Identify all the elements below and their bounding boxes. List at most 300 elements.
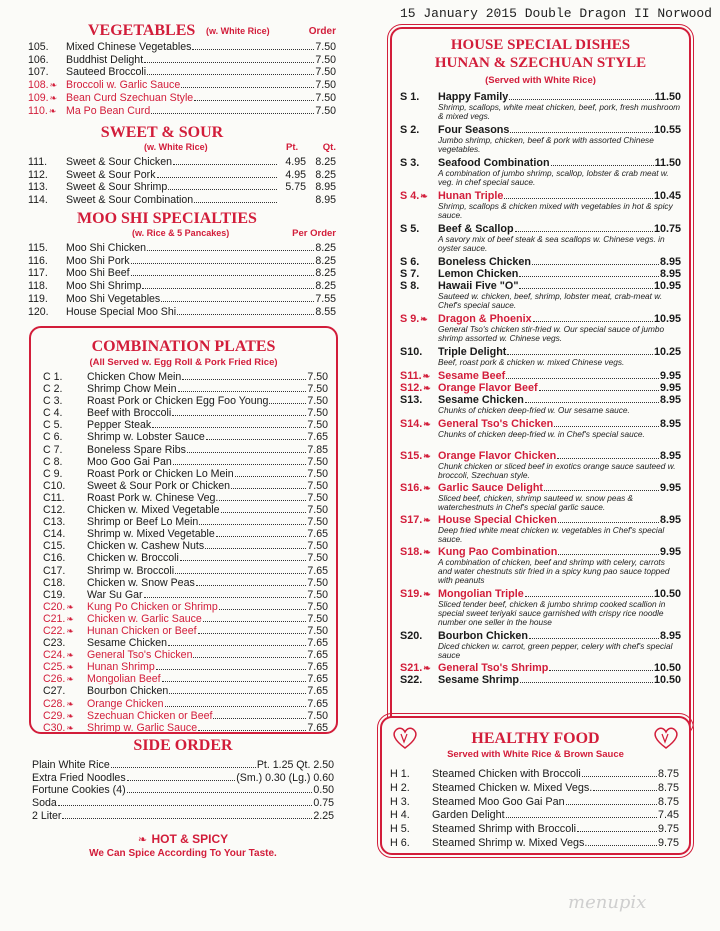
house-special-item [400, 190, 681, 220]
item-description: Beef, roast pork & chicken w. mixed Chinese vegs. [438, 357, 625, 367]
item-code: S 3. [400, 157, 420, 169]
item-name: General Tso's Shrimp [438, 662, 549, 674]
item-name: Pepper Steak [87, 419, 152, 432]
hot-pepper-icon: ❧ [66, 710, 74, 721]
moo-shi-col: Per Order [292, 228, 336, 239]
item-number: 111. [28, 156, 48, 168]
item-name: Mixed Chinese Vegetables [66, 41, 192, 53]
item-price: 7.45 [657, 809, 679, 822]
house-special-item [400, 256, 681, 268]
menu-item [28, 156, 336, 169]
item-number: C14. [43, 528, 66, 541]
combination-box [29, 326, 338, 734]
item-name: Steamed Chicken w. Mixed Vegs. [432, 781, 593, 794]
menu-item [43, 419, 328, 431]
menu-item [43, 685, 328, 697]
item-price: 7.50 [307, 467, 328, 480]
menu-item [28, 41, 336, 54]
item-price: 9.95 [659, 482, 681, 494]
leader-dots [582, 776, 657, 777]
item-price: 10.45 [653, 190, 681, 202]
item-name: Fortune Cookies (4) [32, 784, 126, 797]
item-number: 108.❧ [28, 79, 58, 92]
item-number: C21.❧ [43, 612, 74, 625]
leader-dots [157, 177, 278, 178]
item-name: Sesame Chicken [438, 394, 524, 406]
item-price: Pt. 1.25 Qt. 2.50 [256, 759, 334, 771]
item-name: Chicken w. Mixed Vegetable [87, 504, 220, 517]
item-price: 7.65 [307, 564, 328, 577]
heart-icon [653, 726, 679, 750]
item-number: 118. [28, 280, 48, 293]
item-price: 7.50 [307, 479, 328, 492]
item-code: S13. [400, 394, 423, 406]
item-price: 0.75 [313, 797, 334, 810]
leader-dots [520, 682, 653, 683]
item-description: Jumbo shrimp, chicken, beef & pork with assorted Chinese vegetables. [438, 135, 654, 155]
item-name: Mongolian Triple [438, 588, 524, 600]
item-number: C10. [43, 479, 66, 492]
leader-dots [507, 354, 653, 355]
item-price: 10.25 [653, 346, 681, 358]
item-price: 7.50 [307, 504, 328, 517]
item-name: Moo Goo Gai Pan [87, 455, 172, 468]
leader-dots [533, 321, 653, 322]
leader-dots [558, 554, 659, 555]
item-number: C25.❧ [43, 661, 74, 674]
leader-dots [558, 522, 659, 523]
item-name: War Su Gar [87, 588, 143, 601]
item-price: 8.95 [659, 450, 681, 462]
item-name: Sesame Chicken [87, 637, 168, 650]
item-price: 7.50 [307, 709, 328, 722]
leader-dots [175, 573, 306, 574]
vegetables-section [28, 22, 336, 117]
leader-dots [173, 464, 307, 465]
leader-dots [235, 476, 307, 477]
item-code: S16.❧ [400, 482, 431, 494]
house-special-item [400, 418, 681, 439]
item-name: Shrimp Chow Mein [87, 383, 177, 396]
menu-item [43, 468, 328, 480]
leader-dots [161, 301, 314, 302]
menu-item [43, 492, 328, 504]
item-name: Hunan Shrimp [87, 661, 155, 674]
item-name: Kung Pao Combination [438, 546, 558, 558]
leader-dots [199, 524, 306, 525]
leader-dots [131, 275, 315, 276]
leader-dots [203, 621, 307, 622]
item-description: General Tso's chicken stir-fried w. Our special sauce of jumbo shrimp assorted w. Chinese vegs. [438, 324, 665, 344]
leader-dots [177, 314, 314, 315]
sweet-sour-section [28, 124, 336, 207]
item-number: 113. [28, 181, 48, 194]
item-price: 7.65 [307, 721, 328, 734]
leader-dots [539, 390, 659, 391]
item-name: House Special Moo Shi [66, 305, 177, 318]
item-name: Garlic Sauce Delight [438, 482, 544, 494]
item-price: 8.25 [315, 254, 336, 267]
leader-dots [168, 645, 306, 646]
menu-item [390, 768, 679, 782]
item-name: Chicken w. Garlic Sauce [87, 612, 202, 625]
leader-dots [168, 189, 277, 190]
item-number: C30.❧ [43, 721, 74, 734]
leader-dots [131, 263, 315, 264]
menu-item [43, 540, 328, 552]
leader-dots [111, 767, 256, 768]
leader-dots [557, 458, 659, 459]
item-price: 8.25 [315, 242, 336, 254]
item-price-qt: 8.95 [315, 194, 336, 207]
item-number: 105. [28, 41, 49, 53]
item-number: 116. [28, 254, 48, 267]
item-name: Plain White Rice [32, 759, 110, 771]
leader-dots [213, 718, 306, 719]
item-name: Buddhist Delight [66, 53, 144, 66]
house-special-title: HOUSE SPECIAL DISHES [450, 37, 631, 53]
leader-dots [532, 264, 659, 265]
menu-item [28, 92, 336, 105]
leader-dots [219, 609, 307, 610]
item-name: Shrimp or Beef Lo Mein [87, 516, 199, 529]
item-code: S17.❧ [400, 514, 431, 526]
house-special-item [400, 514, 681, 544]
item-price: 10.75 [653, 223, 681, 235]
item-price: 10.55 [653, 124, 681, 136]
leader-dots [181, 87, 314, 88]
item-name: Sweet & Sour Pork [66, 168, 156, 181]
side-order-title: SIDE ORDER [133, 737, 233, 754]
item-name: Triple Delight [438, 346, 507, 358]
menu-item [28, 79, 336, 92]
item-code: S 7. [400, 268, 420, 280]
leader-dots [198, 730, 306, 731]
item-name: Boneless Spare Ribs [87, 443, 186, 456]
item-name: Roast Pork or Chicken Lo Mein [87, 467, 234, 480]
item-price: 7.50 [307, 540, 328, 553]
house-special-item [400, 588, 681, 628]
item-code: S19.❧ [400, 588, 431, 600]
item-number: C 5. [43, 419, 63, 432]
page-header: 15 January 2015 Double Dragon II Norwood [399, 6, 712, 21]
hot-pepper-icon: ❧ [423, 663, 431, 673]
menu-item [28, 306, 336, 319]
leader-dots [519, 288, 653, 289]
combination-title: COMBINATION PLATES [91, 338, 276, 355]
menu-item [28, 181, 336, 194]
item-name: Kung Po Chicken or Shrimp [87, 600, 218, 613]
item-number: C19. [43, 588, 66, 601]
leader-dots [127, 792, 313, 793]
item-description: Shrimp, scallops & chicken mixed with vegetables in hot & spicy sauce. [438, 201, 673, 221]
item-price: 7.50 [315, 53, 336, 66]
hot-spicy-title: HOT & SPICY [151, 831, 229, 846]
menu-item [43, 504, 328, 516]
item-description: Sauteed w. chicken, beef, shrimp, lobster meat, crab-meat w. Chef's special sauce. [438, 291, 663, 311]
item-name: Shrimp w. Broccoli [87, 564, 175, 577]
item-price: 7.50 [307, 455, 328, 468]
item-price: 8.95 [659, 256, 681, 268]
item-price: 8.95 [659, 394, 681, 406]
hot-pepper-icon: ❧ [423, 547, 431, 557]
item-price-pt: 4.95 [285, 168, 306, 181]
house-special-item [400, 674, 681, 686]
item-number: C13. [43, 516, 66, 529]
item-price: 7.50 [307, 576, 328, 589]
house-special-note: (Served with White Rice) [485, 75, 596, 86]
item-price: 10.50 [653, 674, 681, 686]
leader-dots [588, 845, 657, 846]
item-name: Four Seasons [438, 124, 510, 136]
item-price: 9.95 [659, 546, 681, 558]
item-name: 2 Liter [32, 809, 62, 822]
item-name: Beef with Broccoli [87, 407, 172, 420]
item-number: C23. [43, 637, 66, 650]
item-number: C12. [43, 504, 66, 517]
item-name: Bourbon Chicken [87, 685, 169, 698]
item-number: C15. [43, 540, 66, 553]
hot-pepper-icon: ❧ [48, 105, 57, 116]
item-description: Chunks of chicken deep-fried w. Our sesame sauce. [438, 405, 630, 415]
leader-dots [544, 490, 659, 491]
item-name: Orange Flavor Chicken [438, 450, 557, 462]
item-name: Orange Flavor Beef [438, 382, 538, 394]
hot-pepper-icon: ❧ [420, 314, 428, 324]
item-code: S 5. [400, 223, 420, 235]
item-code: S 4.❧ [400, 190, 428, 202]
item-price-pt: 5.75 [285, 181, 306, 194]
leader-dots [193, 657, 306, 658]
healthy-food-note: Served with White Rice & Brown Sauce [447, 749, 624, 760]
hot-spicy-icon: ❧ [137, 833, 148, 846]
item-name: Szechuan Chicken or Beef [87, 709, 213, 722]
leader-dots [62, 818, 312, 819]
item-number: C22.❧ [43, 624, 74, 637]
side-item [32, 759, 334, 772]
hot-pepper-icon: ❧ [66, 613, 74, 624]
menu-item [43, 637, 328, 649]
item-name: Shrimp w. Mixed Vegetable [87, 528, 215, 541]
item-price: 7.50 [307, 491, 328, 504]
leader-dots [506, 378, 659, 379]
item-description: A combination of jumbo shrimp, scallop, lobster & crab meat w. veg. in chef special sauce. [438, 168, 669, 188]
item-price: 8.75 [657, 781, 679, 794]
hot-pepper-icon: ❧ [66, 650, 74, 661]
leader-dots [525, 596, 653, 597]
item-price: 9.75 [657, 823, 679, 836]
item-number: 107. [28, 66, 49, 79]
hot-pepper-icon: ❧ [423, 515, 431, 525]
item-code: S 9.❧ [400, 313, 428, 325]
menu-item [28, 280, 336, 293]
item-name: Sesame Beef [438, 370, 506, 382]
leader-dots [554, 426, 659, 427]
item-price: 11.50 [654, 91, 681, 103]
item-price: 7.50 [307, 600, 328, 613]
leader-dots [206, 439, 307, 440]
item-name: General Tso's Chicken [438, 418, 554, 430]
item-name: Dragon & Phoenix [438, 313, 532, 325]
item-price: (Sm.) 0.30 (Lg.) 0.60 [236, 771, 334, 784]
item-number: C 9. [43, 467, 63, 480]
item-name: Ma Po Bean Curd [66, 104, 151, 117]
sweet-sour-col-qt: Qt. [322, 142, 336, 153]
item-price: 7.50 [307, 395, 328, 408]
item-name: Steamed Shrimp with Broccoli [432, 823, 577, 836]
item-number: C 8. [43, 455, 63, 468]
item-price: 7.50 [307, 407, 328, 420]
side-item [32, 797, 334, 810]
leader-dots [127, 780, 236, 781]
leader-dots [58, 805, 313, 806]
hot-pepper-icon: ❧ [66, 722, 74, 733]
item-number: C 4. [43, 407, 63, 420]
item-number: 110.❧ [28, 104, 57, 117]
leader-dots [510, 132, 653, 133]
item-description: Sliced beef, chicken, shrimp sauteed w. snow peas & waterchestnuts in Chef's special garlic sauce. [438, 493, 634, 513]
item-price: 8.25 [315, 280, 336, 293]
item-price: 7.50 [315, 104, 336, 117]
item-price: 10.95 [653, 280, 681, 292]
house-special-item [400, 268, 681, 280]
item-name: Moo Shi Beef [66, 267, 130, 280]
item-name: Shrimp w. Lobster Sauce [87, 431, 205, 444]
leader-dots [147, 250, 314, 251]
leader-dots [172, 415, 306, 416]
hot-pepper-icon: ❧ [66, 601, 74, 612]
menu-item [43, 710, 328, 722]
menu-item [43, 601, 328, 613]
item-name: Mongolian Beef [87, 673, 161, 686]
leader-dots [194, 202, 277, 203]
house-special-box [390, 27, 691, 734]
item-number: H 3. [390, 795, 410, 808]
moo-shi-note: (w. Rice & 5 Pancakes) [132, 228, 230, 238]
item-name: Lemon Chicken [438, 268, 519, 280]
house-special-item [400, 313, 681, 343]
sweet-sour-title: SWEET & SOUR [100, 124, 224, 141]
item-code: S11.❧ [400, 370, 431, 382]
leader-dots [566, 804, 657, 805]
leader-dots [192, 49, 314, 50]
menu-item [43, 565, 328, 577]
menu-item [43, 673, 328, 685]
item-price: 8.75 [657, 768, 679, 780]
item-number: H 4. [390, 809, 410, 822]
house-special-item [400, 124, 681, 154]
leader-dots [178, 391, 307, 392]
item-name: Steamed Moo Goo Gai Pan [432, 795, 565, 808]
watermark: menupix [568, 892, 647, 913]
item-description: A savory mix of beef steak & sea scallops w. Chinese vegs. in oyster sauce. [438, 234, 665, 254]
item-price: 7.65 [307, 431, 328, 444]
item-name: Shrimp w. Garlic Sauce [87, 721, 198, 734]
heart-icon [392, 726, 418, 750]
leader-dots [173, 164, 277, 165]
item-name: Moo Shi Shrimp [66, 280, 142, 293]
item-name: Steamed Shrimp w. Mixed Vegs. [432, 836, 588, 849]
menu-item [43, 589, 328, 601]
house-special-item [400, 450, 681, 480]
item-name: Steamed Chicken with Broccoli [432, 768, 581, 780]
leader-dots [219, 500, 306, 501]
item-name: General Tso's Chicken [87, 649, 193, 662]
leader-dots [152, 427, 306, 428]
hot-pepper-icon: ❧ [423, 483, 431, 493]
leader-dots [182, 379, 306, 380]
leader-dots [205, 548, 306, 549]
house-special-item [400, 482, 681, 512]
item-number: C26.❧ [43, 673, 74, 686]
item-code: S20. [400, 630, 423, 642]
item-price: 7.50 [315, 66, 336, 79]
item-name: Chicken w. Snow Peas [87, 576, 195, 589]
house-special-item [400, 382, 681, 394]
menu-item [28, 293, 336, 306]
menu-item [43, 516, 328, 528]
menu-item [43, 480, 328, 492]
item-number: 106. [28, 53, 49, 66]
item-name: Sesame Shrimp [438, 674, 520, 686]
item-code: S 8. [400, 280, 420, 292]
menu-item [28, 169, 336, 182]
leader-dots [147, 74, 314, 75]
item-name: Roast Pork w. Chinese Veg. [87, 491, 219, 504]
menu-item [28, 66, 336, 79]
item-number: C 7. [43, 443, 63, 456]
item-code: S14.❧ [400, 418, 431, 430]
item-price: 7.65 [307, 661, 328, 674]
item-number: H 2. [390, 781, 410, 794]
item-number: H 1. [390, 768, 410, 780]
item-number: 114. [28, 194, 48, 207]
item-price: 9.75 [657, 836, 679, 849]
menu-item [390, 809, 679, 823]
house-special-item [400, 91, 681, 121]
leader-dots [549, 670, 653, 671]
moo-shi-section [28, 210, 336, 318]
menu-item [390, 837, 679, 851]
side-item [32, 784, 334, 797]
item-name: Broccoli w. Garlic Sauce [66, 79, 181, 92]
item-price: 8.95 [659, 268, 681, 280]
item-number: C20.❧ [43, 600, 74, 613]
menu-item [43, 613, 328, 625]
leader-dots [551, 165, 654, 166]
leader-dots [525, 402, 659, 403]
item-description: Deep fried white meat chicken w. vegetables in Chef's special sauce. [438, 525, 665, 545]
hot-pepper-icon: ❧ [66, 698, 74, 709]
item-price: 7.50 [307, 612, 328, 625]
house-special-item [400, 223, 681, 253]
item-description: Diced chicken w. carrot, green pepper, celery with chef's special sauce [438, 641, 673, 661]
item-number: C27. [43, 685, 66, 698]
side-order-section [32, 737, 334, 859]
item-price: 10.50 [653, 588, 681, 600]
vegetables-title: VEGETABLES [88, 22, 196, 39]
item-code: S 2. [400, 124, 420, 136]
menu-item [43, 371, 328, 383]
item-number: 112. [28, 168, 48, 181]
item-price: 7.50 [307, 516, 328, 529]
item-name: Moo Shi Vegetables [66, 292, 161, 305]
item-price: 8.75 [657, 795, 679, 808]
item-price: 7.65 [307, 673, 328, 686]
item-code: S12.❧ [400, 382, 431, 394]
healthy-food-title: HEALTHY FOOD [471, 730, 600, 747]
leader-dots [515, 231, 653, 232]
